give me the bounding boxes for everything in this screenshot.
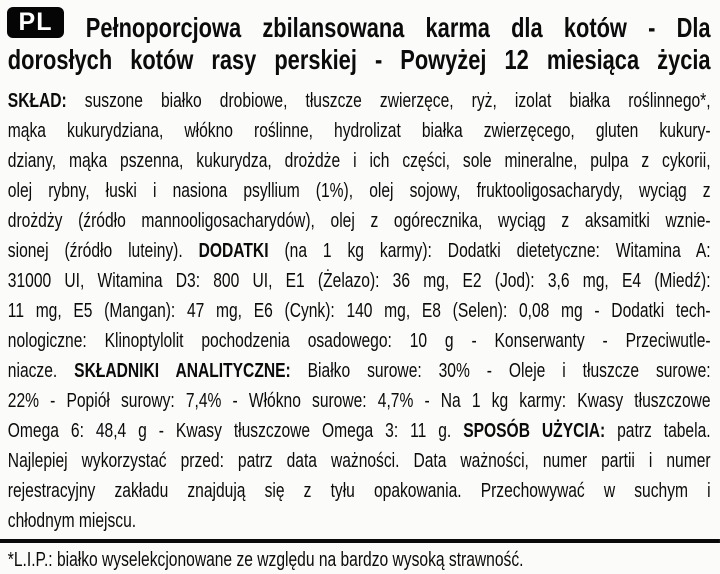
- body-segment-bold: SPOSÓB UŻYCIA:: [463, 420, 606, 442]
- body-line: [0, 86, 720, 116]
- body-line: [0, 206, 720, 236]
- product-title-line-1: Pełnoporcjowa zbilansowana karma dla kotów - Dla: [85, 12, 711, 43]
- body-segment: dziany, mąka pszenna, kukurydza, drożdże i ich części, sole mineralne, pulpa z cykorii,: [7, 150, 711, 172]
- body-line: [0, 416, 720, 446]
- body-segment: Białko surowe: 30% - Oleje i tłuszcze surowe:: [290, 360, 711, 382]
- body-segment: sionej (źródło luteiny).: [7, 240, 199, 262]
- body-segment: Omega 6: 48,4 g - Kwasy tłuszczowe Omega 3: 11 g.: [7, 420, 464, 442]
- body-segment: niacze.: [7, 360, 75, 382]
- language-badge: [7, 7, 64, 38]
- body-segment-bold: DODATKI: [198, 240, 269, 262]
- body-line: [0, 146, 720, 176]
- body-segment: 22% - Popiół surowy: 7,4% - Włókno surowe: 4,7% - Na 1 kg karmy: Kwasy tłuszczowe: [7, 390, 711, 412]
- body-segment: nologiczne: Klinoptylolit pochodzenia osadowego: 10 g - Konserwanty - Przeciwutle-: [7, 330, 711, 352]
- product-title-line-2: dorosłych kotów rasy perskiej - Powyżej 12 miesiąca życia: [7, 44, 711, 75]
- body-line: [0, 266, 720, 296]
- body-line: [0, 116, 720, 146]
- ingredients-text: [0, 86, 720, 536]
- product-title: [0, 12, 720, 76]
- body-segment: chłodnym miejscu.: [7, 510, 137, 532]
- body-segment: olej rybny, łuski i nasiona psyllium (1%), olej sojowy, fruktooligosacharydy, wyciąg z: [7, 180, 711, 202]
- body-segment: Najlepiej wykorzystać przed: patrz data ważności. Data ważności, numer partii i numer: [7, 450, 711, 472]
- body-line: [0, 506, 720, 536]
- body-line: [0, 176, 720, 206]
- body-segment: 11 mg, E5 (Mangan): 47 mg, E6 (Cynk): 140 mg, E8 (Selen): 0,08 mg - Dodatki tech-: [7, 300, 711, 322]
- body-segment: drożdży (źródło mannooligosacharydów), olej z ogórecznika, wyciąg z aksamitki wznie-: [7, 210, 711, 232]
- body-line: [0, 296, 720, 326]
- footnote: *L.I.P.: białko wyselekcjonowane ze względu na bardzo wysoką strawność.: [7, 549, 524, 571]
- body-segment: suszone białko drobiowe, tłuszcze zwierzęce, ryż, izolat białka roślinnego*,: [66, 90, 711, 112]
- body-segment: (na 1 kg karmy): Dodatki dietetyczne: Witamina A:: [268, 240, 711, 262]
- body-segment: mąka kukurydziana, włókno roślinne, hydrolizat białka zwierzęcego, gluten kukury-: [7, 120, 711, 142]
- body-segment-bold: SKŁAD:: [7, 90, 67, 112]
- body-line: [0, 446, 720, 476]
- body-segment: patrz tabela.: [605, 420, 711, 442]
- body-line: [0, 476, 720, 506]
- body-segment: 31000 UI, Witamina D3: 800 UI, E1 (Żelazo): 36 mg, E2 (Jod): 3,6 mg, E4 (Miedź):: [7, 270, 711, 292]
- body-segment-bold: SKŁADNIKI ANALITYCZNE:: [74, 360, 291, 382]
- body-line: [0, 236, 720, 266]
- language-badge-text: PL: [18, 8, 53, 36]
- body-line: [0, 326, 720, 356]
- body-line: [0, 386, 720, 416]
- body-segment: rejestracyjny zakładu znajdują się z tyłu opakowania. Przechowywać w suchym i: [7, 480, 711, 502]
- body-line: [0, 356, 720, 386]
